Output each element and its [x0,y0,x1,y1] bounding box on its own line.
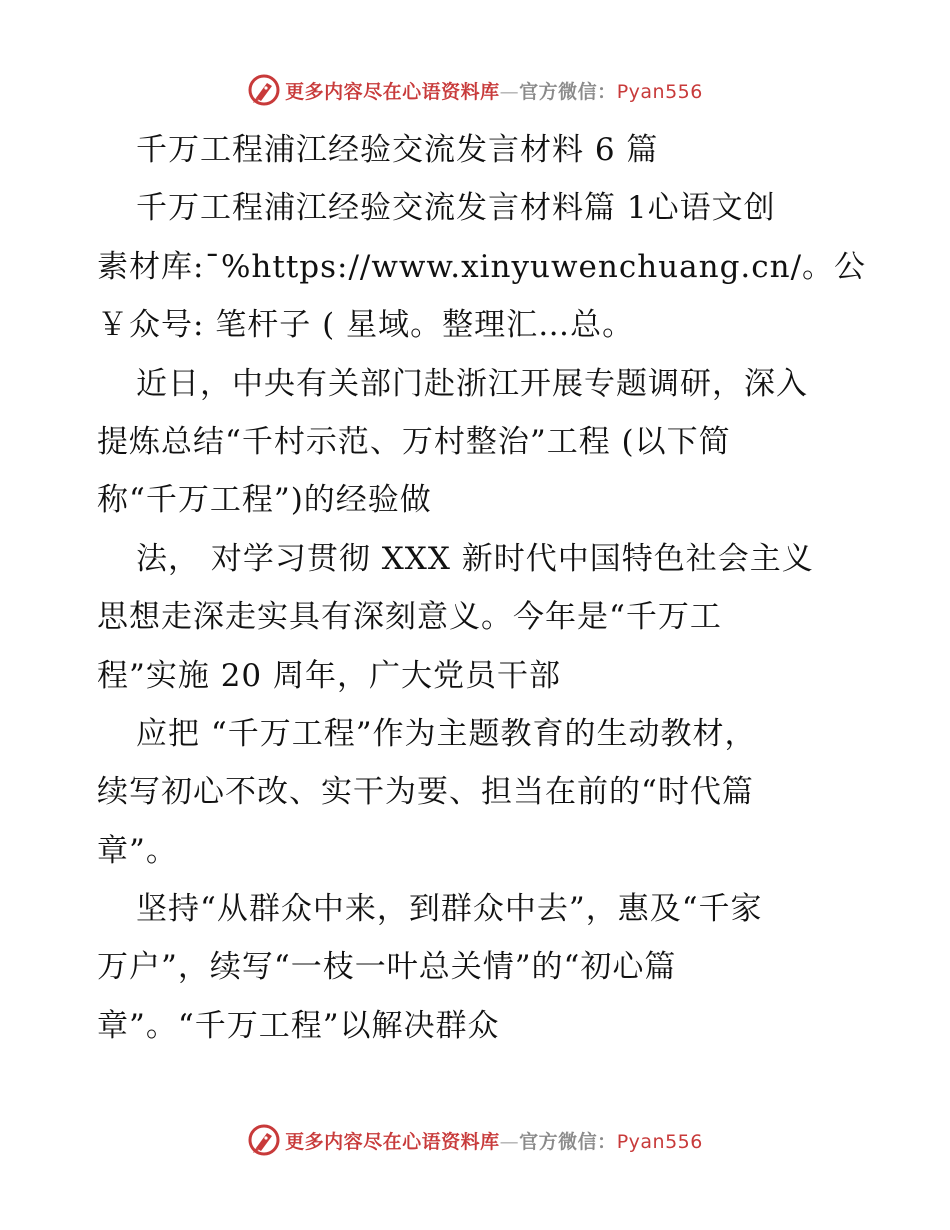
header-watermark [0,70,950,110]
text-line: 应把 “千万工程”作为主题教育的生动教材， [136,715,757,752]
text-line: 千万工程浦江经验交流发言材料篇 1心语文创 [136,190,776,227]
watermark-label: 官方微信： [519,1130,617,1153]
pen-nib-circle-icon [247,1123,281,1157]
watermark-handle: Pyan556 [616,1130,703,1153]
text-line: 万户”，续写“一枝一叶总关情”的“初心篇 [97,949,677,986]
text-line: 续写初心不改、实干为要、担当在前的“时代篇 [97,774,754,811]
text-line: ￥众号: 笔杆子 ( 星域。整理汇…总。 [97,307,635,344]
text-line: 素材库:¯%https://www.xinyuwenchuang.cn/。公 [97,248,867,285]
text-line: 称“千万工程”)的经验做 [97,482,432,519]
text-line: 近日，中央有关部门赴浙江开展专题调研，深入 [136,365,808,402]
text-line: 提炼总结“千村示范、万村整治”工程 (以下简 [97,423,731,460]
footer-watermark [0,1120,950,1160]
text-line: 程”实施 20 周年，广大党员干部 [97,657,562,694]
text-line: 章”。 [97,832,178,869]
text-line: 章”。“千万工程”以解决群众 [97,1007,500,1044]
text-line: 思想走深走实具有深刻意义。今年是“千万工 [97,599,722,636]
watermark-brand: 更多内容尽在心语资料库 [285,1130,500,1153]
text-line: 坚持“从群众中来，到群众中去”，惠及“千家 [136,891,763,928]
watermark-brand: 更多内容尽在心语资料库 [285,80,500,103]
pen-nib-circle-icon [247,73,281,107]
watermark-handle: Pyan556 [616,80,703,103]
watermark-text [285,1127,703,1154]
watermark-label: 官方微信： [519,80,617,103]
document-title: 千万工程浦江经验交流发言材料 6 篇 [136,132,659,168]
watermark-separator: — [499,80,520,103]
text-line: 法， 对学习贯彻 XXX 新时代中国特色社会主义 [136,540,814,577]
watermark-text [285,77,703,104]
watermark-separator: — [499,1130,520,1153]
document-body [97,121,867,1055]
